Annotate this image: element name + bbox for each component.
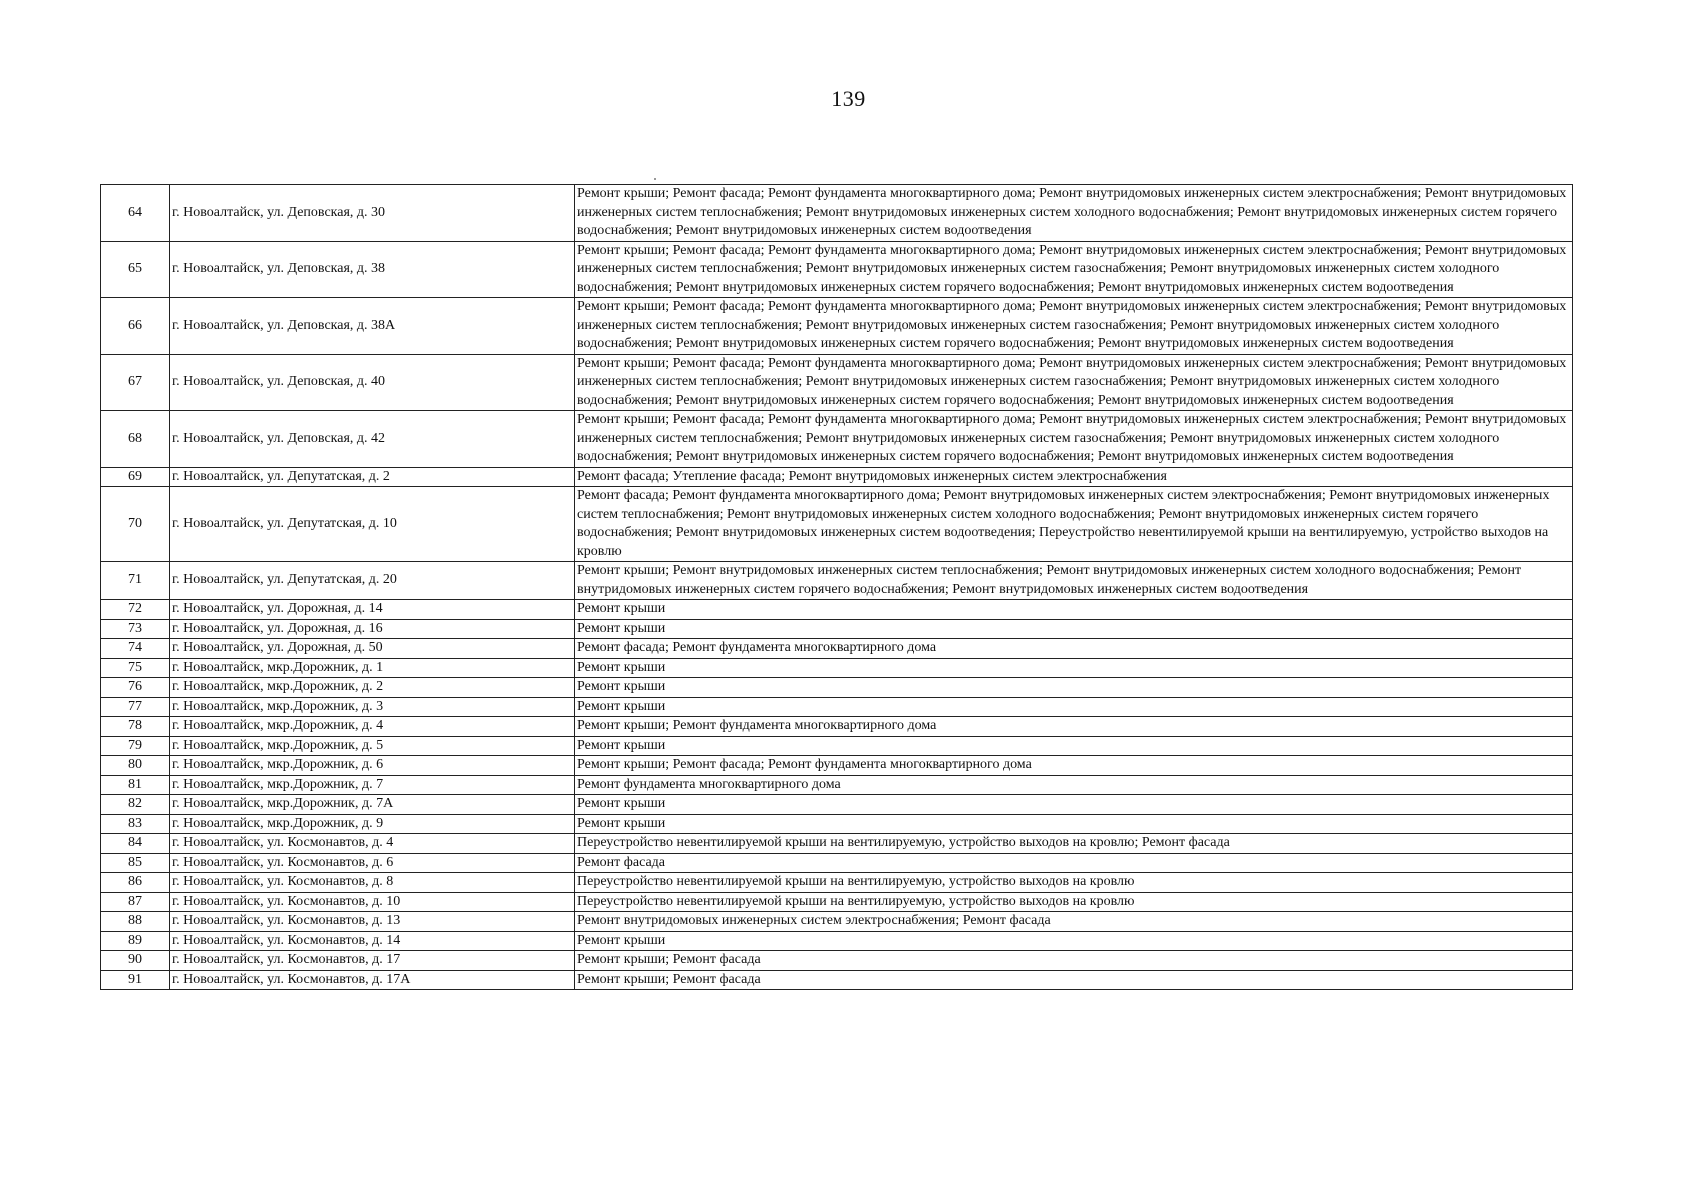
address-cell: г. Новоалтайск, мкр.Дорожник, д. 2 bbox=[170, 678, 575, 698]
row-number-cell: 72 bbox=[101, 600, 170, 620]
table-row bbox=[101, 185, 1573, 242]
table-row bbox=[101, 354, 1573, 411]
works-cell: Ремонт крыши bbox=[575, 658, 1573, 678]
address-cell: г. Новоалтайск, ул. Депутатская, д. 20 bbox=[170, 562, 575, 600]
works-cell: Ремонт крыши bbox=[575, 697, 1573, 717]
address-cell: г. Новоалтайск, ул. Деповская, д. 38А bbox=[170, 298, 575, 355]
address-cell: г. Новоалтайск, мкр.Дорожник, д. 1 bbox=[170, 658, 575, 678]
table-row bbox=[101, 600, 1573, 620]
address-cell: г. Новоалтайск, мкр.Дорожник, д. 3 bbox=[170, 697, 575, 717]
address-cell: г. Новоалтайск, ул. Космонавтов, д. 17А bbox=[170, 970, 575, 990]
works-cell: Ремонт крыши; Ремонт фасада bbox=[575, 951, 1573, 971]
row-number-cell: 81 bbox=[101, 775, 170, 795]
works-cell: Переустройство невентилируемой крыши на вентилируемую, устройство выходов на кровлю; Ремонт фасада bbox=[575, 834, 1573, 854]
works-cell: Ремонт крыши; Ремонт фасада bbox=[575, 970, 1573, 990]
address-cell: г. Новоалтайск, мкр.Дорожник, д. 6 bbox=[170, 756, 575, 776]
works-cell: Ремонт крыши bbox=[575, 931, 1573, 951]
table-row bbox=[101, 467, 1573, 487]
works-cell: Ремонт крыши bbox=[575, 795, 1573, 815]
table-row bbox=[101, 853, 1573, 873]
works-cell: Ремонт крыши; Ремонт фасада; Ремонт фундамента многоквартирного дома; Ремонт внутридомовых инженерных систем электроснабжения; Ремонт внутридомовых инженерных систем теплоснабжения; Ремонт внутридомовых инженерных систем газоснабжения; Ремонт внутридомовых инженерных систем холодного водоснабжения; Ремонт внутридомовых инженерных систем горячего водоснабжения; Ремонт внутридомовых инженерных систем водоотведения bbox=[575, 298, 1573, 355]
works-cell: Ремонт фасада; Ремонт фундамента многоквартирного дома; Ремонт внутридомовых инженерных систем электроснабжения; Ремонт внутридомовых инженерных систем теплоснабжения; Ремонт внутридомовых инженерных систем холодного водоснабжения; Ремонт внутридомовых инженерных систем горячего водоснабжения; Ремонт внутридомовых инженерных систем водоотведения; Переустройство невентилируемой крыши на вентилируемую, устройство выходов на кровлю bbox=[575, 487, 1573, 562]
works-cell: Ремонт крыши; Ремонт фасада; Ремонт фундамента многоквартирного дома; Ремонт внутридомовых инженерных систем электроснабжения; Ремонт внутридомовых инженерных систем теплоснабжения; Ремонт внутридомовых инженерных систем газоснабжения; Ремонт внутридомовых инженерных систем холодного водоснабжения; Ремонт внутридомовых инженерных систем горячего водоснабжения; Ремонт внутридомовых инженерных систем водоотведения bbox=[575, 411, 1573, 468]
address-cell: г. Новоалтайск, мкр.Дорожник, д. 9 bbox=[170, 814, 575, 834]
row-number-cell: 75 bbox=[101, 658, 170, 678]
row-number-cell: 64 bbox=[101, 185, 170, 242]
row-number-cell: 84 bbox=[101, 834, 170, 854]
row-number-cell: 83 bbox=[101, 814, 170, 834]
works-cell: Ремонт крыши bbox=[575, 619, 1573, 639]
table-row bbox=[101, 487, 1573, 562]
address-cell: г. Новоалтайск, ул. Дорожная, д. 14 bbox=[170, 600, 575, 620]
works-cell: Ремонт фундамента многоквартирного дома bbox=[575, 775, 1573, 795]
row-number-cell: 67 bbox=[101, 354, 170, 411]
table-row bbox=[101, 834, 1573, 854]
works-cell: Переустройство невентилируемой крыши на вентилируемую, устройство выходов на кровлю bbox=[575, 892, 1573, 912]
row-number-cell: 85 bbox=[101, 853, 170, 873]
row-number-cell: 89 bbox=[101, 931, 170, 951]
address-cell: г. Новоалтайск, ул. Дорожная, д. 50 bbox=[170, 639, 575, 659]
row-number-cell: 78 bbox=[101, 717, 170, 737]
row-number-cell: 90 bbox=[101, 951, 170, 971]
table-row bbox=[101, 814, 1573, 834]
table-row bbox=[101, 951, 1573, 971]
row-number-cell: 66 bbox=[101, 298, 170, 355]
table-body bbox=[101, 185, 1573, 990]
address-cell: г. Новоалтайск, ул. Деповская, д. 38 bbox=[170, 241, 575, 298]
table-row bbox=[101, 697, 1573, 717]
table-row bbox=[101, 298, 1573, 355]
works-cell: Ремонт внутридомовых инженерных систем электроснабжения; Ремонт фасада bbox=[575, 912, 1573, 932]
address-cell: г. Новоалтайск, ул. Дорожная, д. 16 bbox=[170, 619, 575, 639]
table-row bbox=[101, 411, 1573, 468]
address-cell: г. Новоалтайск, ул. Космонавтов, д. 8 bbox=[170, 873, 575, 893]
works-cell: Ремонт крыши bbox=[575, 736, 1573, 756]
repair-works-table bbox=[100, 184, 1573, 990]
table-row bbox=[101, 658, 1573, 678]
works-cell: Ремонт крыши bbox=[575, 678, 1573, 698]
address-cell: г. Новоалтайск, мкр.Дорожник, д. 5 bbox=[170, 736, 575, 756]
table-row bbox=[101, 678, 1573, 698]
works-cell: Ремонт крыши; Ремонт фасада; Ремонт фундамента многоквартирного дома; Ремонт внутридомовых инженерных систем электроснабжения; Ремонт внутридомовых инженерных систем теплоснабжения; Ремонт внутридомовых инженерных систем холодного водоснабжения; Ремонт внутридомовых инженерных систем горячего водоснабжения; Ремонт внутридомовых инженерных систем водоотведения bbox=[575, 185, 1573, 242]
scan-artifact bbox=[654, 178, 656, 180]
works-cell: Ремонт фасада; Ремонт фундамента многоквартирного дома bbox=[575, 639, 1573, 659]
table-row bbox=[101, 639, 1573, 659]
address-cell: г. Новоалтайск, ул. Космонавтов, д. 6 bbox=[170, 853, 575, 873]
row-number-cell: 88 bbox=[101, 912, 170, 932]
works-cell: Ремонт крыши; Ремонт фасада; Ремонт фундамента многоквартирного дома; Ремонт внутридомовых инженерных систем электроснабжения; Ремонт внутридомовых инженерных систем теплоснабжения; Ремонт внутридомовых инженерных систем газоснабжения; Ремонт внутридомовых инженерных систем холодного водоснабжения; Ремонт внутридомовых инженерных систем горячего водоснабжения; Ремонт внутридомовых инженерных систем водоотведения bbox=[575, 354, 1573, 411]
works-cell: Ремонт крыши; Ремонт внутридомовых инженерных систем теплоснабжения; Ремонт внутридомовых инженерных систем холодного водоснабжения; Ремонт внутридомовых инженерных систем горячего водоснабжения; Ремонт внутридомовых инженерных систем водоотведения bbox=[575, 562, 1573, 600]
address-cell: г. Новоалтайск, ул. Космонавтов, д. 4 bbox=[170, 834, 575, 854]
row-number-cell: 71 bbox=[101, 562, 170, 600]
row-number-cell: 79 bbox=[101, 736, 170, 756]
table-row bbox=[101, 736, 1573, 756]
row-number-cell: 76 bbox=[101, 678, 170, 698]
table-row bbox=[101, 931, 1573, 951]
row-number-cell: 69 bbox=[101, 467, 170, 487]
row-number-cell: 87 bbox=[101, 892, 170, 912]
address-cell: г. Новоалтайск, мкр.Дорожник, д. 7А bbox=[170, 795, 575, 815]
row-number-cell: 82 bbox=[101, 795, 170, 815]
works-cell: Ремонт крыши; Ремонт фундамента многоквартирного дома bbox=[575, 717, 1573, 737]
row-number-cell: 74 bbox=[101, 639, 170, 659]
address-cell: г. Новоалтайск, ул. Космонавтов, д. 13 bbox=[170, 912, 575, 932]
table-row bbox=[101, 912, 1573, 932]
row-number-cell: 68 bbox=[101, 411, 170, 468]
table-row bbox=[101, 562, 1573, 600]
table-row bbox=[101, 892, 1573, 912]
row-number-cell: 86 bbox=[101, 873, 170, 893]
address-cell: г. Новоалтайск, ул. Космонавтов, д. 10 bbox=[170, 892, 575, 912]
works-cell: Ремонт фасада; Утепление фасада; Ремонт внутридомовых инженерных систем электроснабжения bbox=[575, 467, 1573, 487]
table-row bbox=[101, 795, 1573, 815]
page-number: 139 bbox=[831, 86, 866, 111]
address-cell: г. Новоалтайск, мкр.Дорожник, д. 7 bbox=[170, 775, 575, 795]
works-cell: Переустройство невентилируемой крыши на вентилируемую, устройство выходов на кровлю bbox=[575, 873, 1573, 893]
row-number-cell: 91 bbox=[101, 970, 170, 990]
table-row bbox=[101, 775, 1573, 795]
address-cell: г. Новоалтайск, ул. Космонавтов, д. 17 bbox=[170, 951, 575, 971]
row-number-cell: 80 bbox=[101, 756, 170, 776]
table-row bbox=[101, 873, 1573, 893]
address-cell: г. Новоалтайск, ул. Деповская, д. 40 bbox=[170, 354, 575, 411]
works-cell: Ремонт крыши; Ремонт фасада; Ремонт фундамента многоквартирного дома; Ремонт внутридомовых инженерных систем электроснабжения; Ремонт внутридомовых инженерных систем теплоснабжения; Ремонт внутридомовых инженерных систем газоснабжения; Ремонт внутридомовых инженерных систем холодного водоснабжения; Ремонт внутридомовых инженерных систем горячего водоснабжения; Ремонт внутридомовых инженерных систем водоотведения bbox=[575, 241, 1573, 298]
table-row bbox=[101, 619, 1573, 639]
row-number-cell: 73 bbox=[101, 619, 170, 639]
works-cell: Ремонт крыши bbox=[575, 600, 1573, 620]
table-row bbox=[101, 241, 1573, 298]
row-number-cell: 77 bbox=[101, 697, 170, 717]
address-cell: г. Новоалтайск, ул. Космонавтов, д. 14 bbox=[170, 931, 575, 951]
row-number-cell: 65 bbox=[101, 241, 170, 298]
works-cell: Ремонт фасада bbox=[575, 853, 1573, 873]
table-row bbox=[101, 717, 1573, 737]
table-row bbox=[101, 756, 1573, 776]
address-cell: г. Новоалтайск, мкр.Дорожник, д. 4 bbox=[170, 717, 575, 737]
address-cell: г. Новоалтайск, ул. Депутатская, д. 10 bbox=[170, 487, 575, 562]
address-cell: г. Новоалтайск, ул. Деповская, д. 30 bbox=[170, 185, 575, 242]
row-number-cell: 70 bbox=[101, 487, 170, 562]
address-cell: г. Новоалтайск, ул. Депутатская, д. 2 bbox=[170, 467, 575, 487]
works-cell: Ремонт крыши bbox=[575, 814, 1573, 834]
table-row bbox=[101, 970, 1573, 990]
address-cell: г. Новоалтайск, ул. Деповская, д. 42 bbox=[170, 411, 575, 468]
works-cell: Ремонт крыши; Ремонт фасада; Ремонт фундамента многоквартирного дома bbox=[575, 756, 1573, 776]
